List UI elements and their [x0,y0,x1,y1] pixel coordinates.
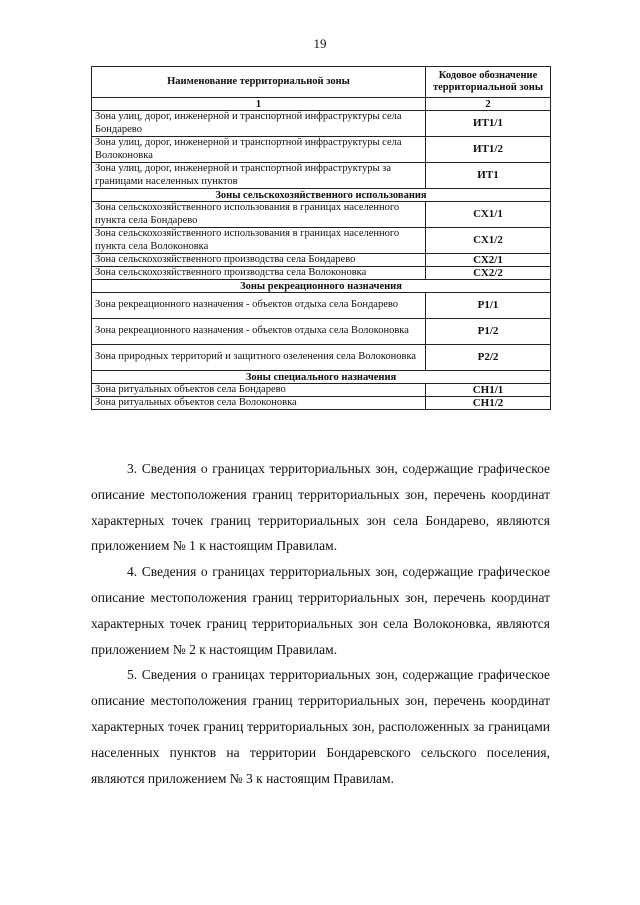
table-row [92,137,551,163]
column-number: 1 [92,98,426,111]
zone-code-cell: ИТ1/2 [426,137,551,163]
section-row [92,371,551,384]
table-row [92,345,551,371]
column-number: 2 [426,98,551,111]
table-row [92,384,551,397]
zone-name-cell: Зона рекреационного назначения - объектов отдыха села Волоконовка [92,319,426,345]
zone-code-cell: ИТ1 [426,163,551,189]
table-row [92,319,551,345]
table-row [92,254,551,267]
paragraph: 3. Сведения о границах территориальных зон, содержащие графическое описание местоположения границ территориальных зон, перечень координат характерных точек границ территориальных зон села Бондарево, являются приложением № 1 к настоящим Правилам. [91,461,550,554]
page-number: 19 [313,36,327,51]
zone-code-cell: СН1/2 [426,397,551,410]
section-title: Зоны сельскохозяйственного использования [92,189,551,202]
zone-name-cell: Зона природных территорий и защитного озеленения села Волоконовка [92,345,426,371]
zone-code-cell: Р2/2 [426,345,551,371]
table-row [92,267,551,280]
zone-name-cell: Зона сельскохозяйственного производства села Волоконовка [92,267,426,280]
zone-name-cell: Зона улиц, дорог, инженерной и транспортной инфраструктуры села Бондарево [92,111,426,137]
table-row [92,397,551,410]
zone-name-cell: Зона сельскохозяйственного использования в границах населенного пункта села Волоконовка [92,228,426,254]
table-row [92,163,551,189]
zone-code-cell: Р1/1 [426,293,551,319]
zone-code-cell: СХ2/1 [426,254,551,267]
zones-table [91,66,551,410]
section-row [92,280,551,293]
zone-code-cell: СХ1/1 [426,202,551,228]
column-number-row [92,98,551,111]
header-zone-name: Наименование территориальной зоны [92,67,426,98]
section-title: Зоны рекреационного назначения [92,280,551,293]
section-title: Зоны специального назначения [92,371,551,384]
table-header-row [92,67,551,98]
section-row [92,189,551,202]
zone-name-cell: Зона улиц, дорог, инженерной и транспортной инфраструктуры за границами населенных пунктов [92,163,426,189]
table-row [92,228,551,254]
zone-name-cell: Зона рекреационного назначения - объектов отдыха села Бондарево [92,293,426,319]
zone-code-cell: СХ2/2 [426,267,551,280]
body-text [91,456,550,791]
zone-code-cell: ИТ1/1 [426,111,551,137]
zone-name-cell: Зона сельскохозяйственного производства села Бондарево [92,254,426,267]
zone-code-cell: СХ1/2 [426,228,551,254]
paragraph: 5. Сведения о границах территориальных зон, содержащие графическое описание местоположения границ территориальных зон, перечень координат характерных точек границ территориальных зон, расположенных за границами населенных пунктов на территории Бондаревского сельского поселения, являются приложением № 3 к настоящим Правилам. [91,667,550,786]
zone-code-cell: СН1/1 [426,384,551,397]
zone-code-cell: Р1/2 [426,319,551,345]
zone-name-cell: Зона ритуальных объектов села Бондарево [92,384,426,397]
zone-name-cell: Зона улиц, дорог, инженерной и транспортной инфраструктуры села Волоконовка [92,137,426,163]
zone-name-cell: Зона сельскохозяйственного использования в границах населенного пункта села Бондарево [92,202,426,228]
paragraph: 4. Сведения о границах территориальных зон, содержащие графическое описание местоположения границ территориальных зон, перечень координат характерных точек границ территориальных зон села Волоконовка, являются приложением № 2 к настоящим Правилам. [91,564,550,657]
header-zone-code: Кодовое обозначение территориальной зоны [426,67,551,98]
table-row [92,202,551,228]
table-row [92,293,551,319]
zone-name-cell: Зона ритуальных объектов села Волоконовка [92,397,426,410]
table-row [92,111,551,137]
